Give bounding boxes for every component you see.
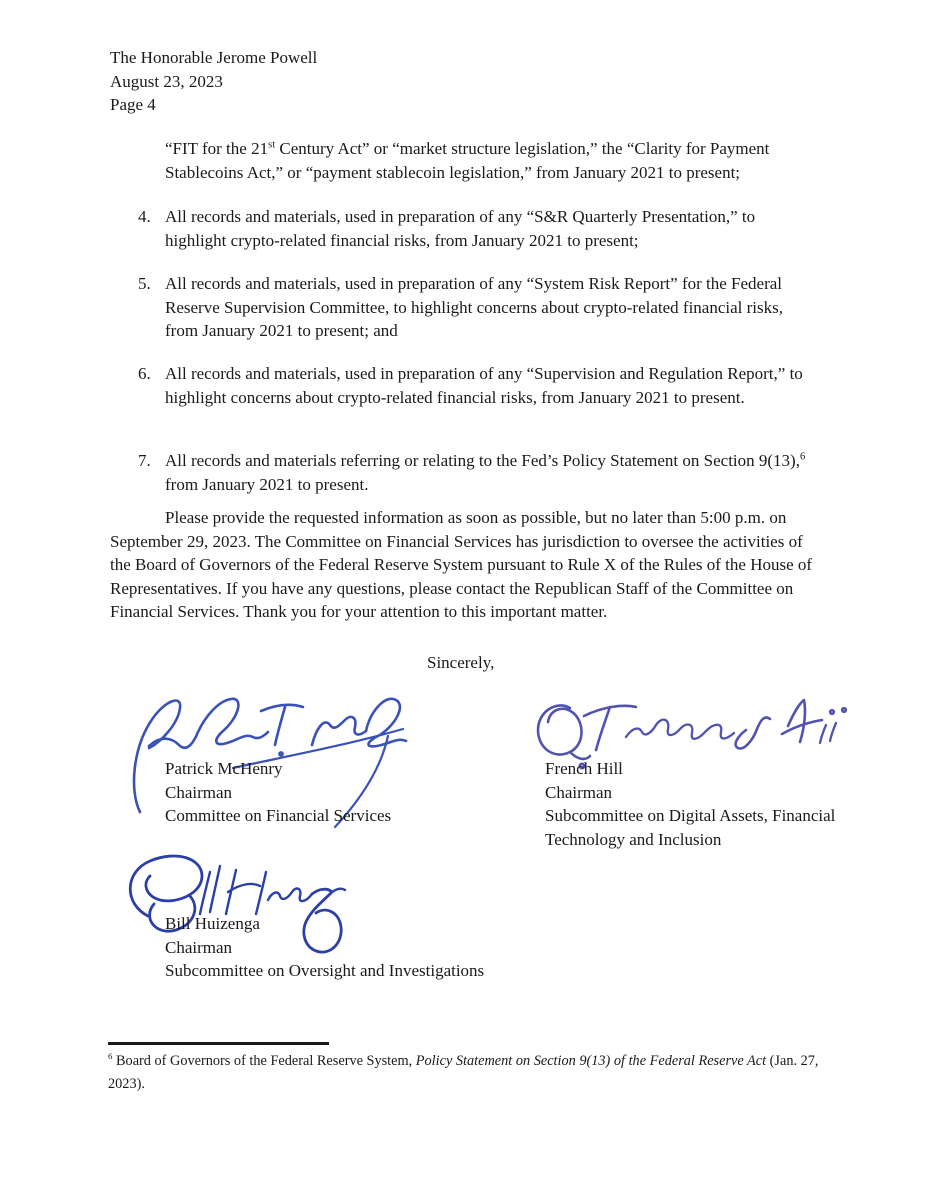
footnote-reference-6: 6	[799, 451, 806, 463]
huizenga-signer-block	[165, 912, 595, 983]
item-text: All records and materials, used in preparation of any “Supervision and Regulation Report,” to highlight concerns about crypto-related financial risks, from January 2021 to present.	[165, 364, 803, 407]
item-text: “FIT for the 21	[165, 139, 269, 158]
footnote-text: (Jan. 27, 2023).	[108, 1053, 819, 1092]
footnote	[108, 1050, 820, 1095]
hill-signer-block	[545, 757, 837, 851]
request-item-5	[138, 272, 818, 343]
request-item-6	[138, 362, 818, 409]
valediction: Sincerely,	[427, 653, 495, 672]
item-number: 6.	[138, 364, 151, 383]
letter-header	[110, 46, 317, 117]
superscript-st: st	[268, 139, 276, 151]
signer-title: Chairman	[165, 782, 233, 802]
header-date: August 23, 2023	[110, 71, 223, 91]
signer-org: Subcommittee on Oversight and Investigations	[165, 961, 485, 980]
item-text: All records and materials, used in preparation of any “System Risk Report” for the Federal Reserve Supervision Committee, to highlight concerns about crypto-related financial risks, from January 2021 to present; and	[165, 274, 783, 340]
footnote-marker: 6	[108, 1051, 113, 1062]
signer-name: Bill Huizenga	[165, 914, 260, 933]
footnote-separator	[108, 1042, 329, 1045]
request-item-3-continuation	[165, 137, 821, 184]
item-number: 5.	[138, 274, 151, 293]
signer-org: Committee on Financial Services	[165, 806, 392, 825]
signer-title: Chairman	[545, 782, 613, 802]
item-number: 4.	[138, 207, 151, 226]
item-text	[165, 449, 818, 496]
item-text: All records and materials, used in preparation of any “S&R Quarterly Presentation,” to highlight crypto-related financial risks, from January 2021 to present;	[165, 207, 756, 250]
item-text: from January 2021 to present.	[165, 474, 369, 494]
signer-org: Subcommittee on Digital Assets, Financial Technology and Inclusion	[545, 806, 836, 849]
request-item-7	[138, 449, 818, 496]
signer-name: Patrick McHenry	[165, 759, 283, 778]
signer-name: French Hill	[545, 759, 623, 778]
header-page-number: Page 4	[110, 95, 156, 114]
signer-title: Chairman	[165, 937, 233, 957]
request-item-4	[138, 205, 818, 252]
item-text: All records and materials referring or relating to the Fed’s Policy Statement on Section 9(13),	[165, 451, 800, 470]
footnote-text: Board of Governors of the Federal Reserve System,	[112, 1053, 416, 1069]
closing-paragraph: Please provide the requested information as soon as possible, but no later than 5:00 p.m. on September 29, 2023. The Committee on Financial Services has jurisdiction to oversee the activities of the Board of Governors of the Federal Reserve System pursuant to Rule X of the Rules of the House of Representatives. If you have any questions, please contact the Republican Staff of the Committee on Financial Services. Thank you for your attention to this important matter.	[110, 508, 813, 621]
header-recipient: The Honorable Jerome Powell	[110, 48, 318, 67]
item-text: Century Act” or “market structure legislation,” the “Clarity for Payment Stablecoins Act,” or “payment stablecoin legislation,” from January 2021 to present;	[165, 139, 770, 182]
footnote-citation-title: Policy Statement on Section 9(13) of the Federal Reserve Act	[415, 1053, 767, 1069]
mchenry-signer-block	[165, 757, 485, 828]
item-number: 7.	[138, 451, 151, 470]
